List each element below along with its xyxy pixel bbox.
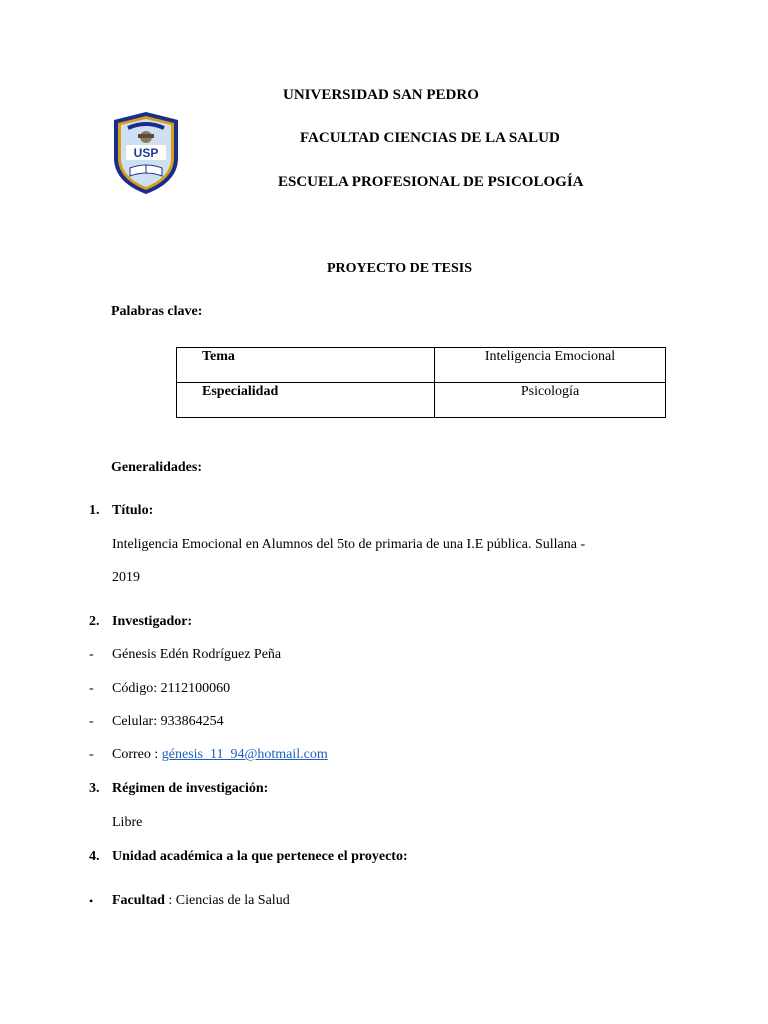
section-number: 3. (89, 781, 100, 796)
table-row (177, 383, 666, 418)
email-label: Correo : (112, 747, 162, 762)
svg-text:USP: USP (133, 146, 159, 160)
list-dash: - (89, 714, 94, 729)
regime-value: Libre (112, 815, 143, 830)
section-heading-investigator: Investigador: (112, 614, 193, 629)
university-name: UNIVERSIDAD SAN PEDRO (283, 87, 479, 103)
keyword-key: Tema (177, 348, 435, 383)
section-number: 2. (89, 614, 100, 629)
faculty-name: FACULTAD CIENCIAS DE LA SALUD (300, 130, 560, 146)
university-logo-icon (110, 110, 182, 196)
keywords-table (176, 347, 666, 418)
investigator-email-row (112, 747, 328, 763)
keyword-value: Psicología (435, 383, 666, 418)
keyword-key: Especialidad (177, 383, 435, 418)
section-number: 1. (89, 503, 100, 518)
faculty-label: Facultad (112, 893, 165, 908)
list-dash: - (89, 647, 94, 662)
faculty-row (112, 893, 290, 909)
list-dash: - (89, 681, 94, 696)
investigator-code: Código: 2112100060 (112, 681, 231, 696)
email-link[interactable]: génesis_11_94@hotmail.com (161, 747, 328, 762)
thesis-title-line: Inteligencia Emocional en Alumnos del 5to de primaria de una I.E pública. Sullana - (112, 537, 586, 552)
investigator-phone: Celular: 933864254 (112, 714, 224, 729)
section-heading-regime: Régimen de investigación: (112, 781, 269, 796)
table-row (177, 348, 666, 383)
school-name: ESCUELA PROFESIONAL DE PSICOLOGÍA (278, 174, 584, 190)
bullet-icon: • (89, 894, 94, 908)
list-dash: - (89, 747, 94, 762)
faculty-value: : Ciencias de la Salud (164, 893, 290, 908)
section-heading-title: Título: (112, 503, 154, 518)
investigator-name: Génesis Edén Rodríguez Peña (112, 647, 282, 662)
generalities-label: Generalidades: (111, 460, 202, 475)
keywords-label: Palabras clave: (111, 304, 203, 319)
project-title: PROYECTO DE TESIS (327, 261, 472, 276)
section-heading-unit: Unidad académica a la que pertenece el proyecto: (112, 849, 408, 864)
thesis-title-year: 2019 (112, 570, 140, 585)
keyword-value: Inteligencia Emocional (435, 348, 666, 383)
section-number: 4. (89, 849, 100, 864)
